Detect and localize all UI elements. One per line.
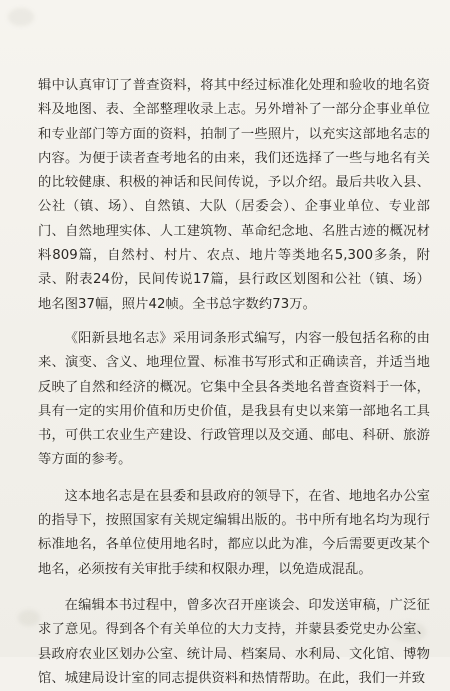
body-paragraph: 《阳新县地名志》采用词条形式编写，内容一般包括名称的由来、演变、含义、地理位置、标准书写形式和正确读音，并适当地反映了自然和经济的概况。它集中全县各类地名普查资料于一体，具有一定的实用价值和历史价值，是我县有史以来第一部地名工具书，可供工农业生产建设、行政管理以及交通、邮电、科研、旅游等方面的参考。 [38,330,430,468]
paper-stain [8,8,34,26]
body-paragraph: 在编辑本书过程中，曾多次召开座谈会、印发送审稿，广泛征求了意见。得到各个有关单位的大力支持，并蒙县委党史办公室、县政府农业区划办公室、统计局、档案局、水利局、文化馆、博物馆、城建局设计室的同志提供资料和热情帮助。在此，我们一并致 [38,597,430,686]
body-paragraph: 这本地名志是在县委和县政府的领导下，在省、地地名办公室的指导下，按照国家有关规定编辑出版的。书中所有地名均为现行标准地名，各单位使用地名时，都应以此为准，今后需要更改某个地名，必须按有关审批手续和权限办理，以免造成混乱。 [38,488,430,577]
paper-stain [18,610,40,626]
body-paragraph: 辑中认真审订了普查资料，将其中经过标准化处理和验收的地名资料及地图、表、全部整理收录上志。另外增补了一部分企事业单位和专业部门等方面的资料，拍制了一些照片，以充实这部地名志的内容。为便于读者查考地名的由来，我们还选择了一些与地名有关的比较健康、积极的神话和民间传说，予以介绍。最后共收入县、公社（镇、场）、自然镇、大队（居委会）、企事业单位、专业部门、自然地理实体、人工建筑物、革命纪念地、名胜古迹的概况材料809篇，自然村、村片、农点、地片等类地名5,300多条，附录、附表24份，民间传说17篇，县行政区划图和公社（镇、场）地名图37幅，照片42帧。全书总字数约73万。 [38,78,430,312]
document-body [38,74,430,691]
